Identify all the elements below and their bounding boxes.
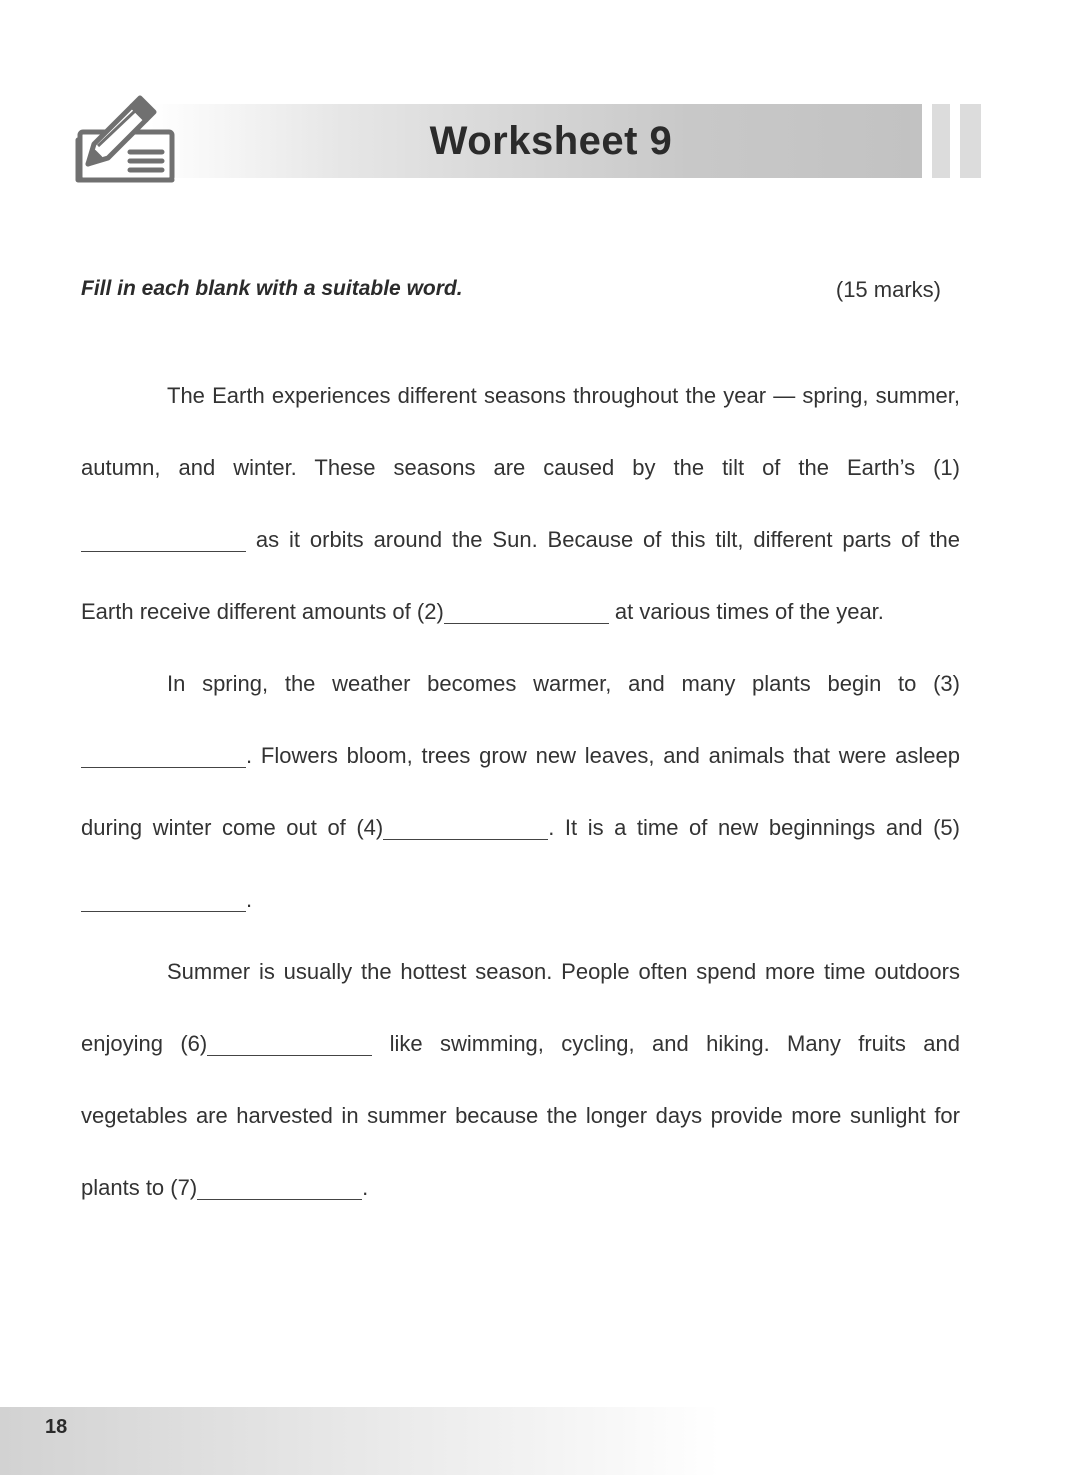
blank-number: (4) xyxy=(356,815,384,840)
paragraph-3 xyxy=(81,936,960,1224)
passage-text: The Earth experiences different seasons throughout the year — spring, summer, autumn, and winter. These seasons are caused by the tilt of the Earth’s xyxy=(81,383,960,480)
blank-number: (5) xyxy=(933,815,960,840)
passage-text: In spring, the weather becomes warmer, and many plants begin to xyxy=(167,671,934,696)
page-number: 18 xyxy=(45,1416,68,1438)
blank-5[interactable] xyxy=(81,889,246,912)
passage-text: Summer is usually the hottest season. People often spend more time outdoors enjoying xyxy=(81,959,960,1056)
blank-6[interactable] xyxy=(207,1033,372,1056)
passage-text: . xyxy=(246,887,253,912)
passage-text: . xyxy=(362,1175,369,1200)
blank-4[interactable] xyxy=(383,817,548,840)
blank-number: (7) xyxy=(170,1175,198,1200)
blank-2[interactable] xyxy=(444,601,609,624)
blank-1[interactable] xyxy=(81,529,246,552)
passage-text: at various times of the year. xyxy=(608,599,884,624)
instruction-text: Fill in each blank with a suitable word. xyxy=(81,277,463,300)
passage-text: . Flowers bloom, trees grow new leaves, and animals that were asleep during winter come out of xyxy=(81,743,960,840)
passage-text: as it orbits around the Sun. Because of this tilt, different parts of the Earth receive different amounts of xyxy=(81,527,960,624)
footer-band xyxy=(0,1407,720,1475)
marks-label: (15 marks) xyxy=(835,277,941,302)
header-stripe xyxy=(960,104,981,178)
blank-number: (6) xyxy=(180,1031,208,1056)
blank-number: (1) xyxy=(933,455,960,480)
blank-3[interactable] xyxy=(81,745,246,768)
passage-text: like swimming, cycling, and hiking. Many fruits and vegetables are harvested in summer because the longer days provide more sunlight for plants to xyxy=(81,1031,960,1200)
paragraph-1 xyxy=(81,360,960,648)
passage xyxy=(81,360,960,1224)
paragraph-2 xyxy=(81,648,960,936)
blank-number: (2) xyxy=(416,599,444,624)
worksheet-title: Worksheet 9 xyxy=(429,119,673,163)
blank-7[interactable] xyxy=(197,1177,362,1200)
blank-number: (3) xyxy=(933,671,960,696)
passage-text: . It is a time of new beginnings and xyxy=(548,815,934,840)
